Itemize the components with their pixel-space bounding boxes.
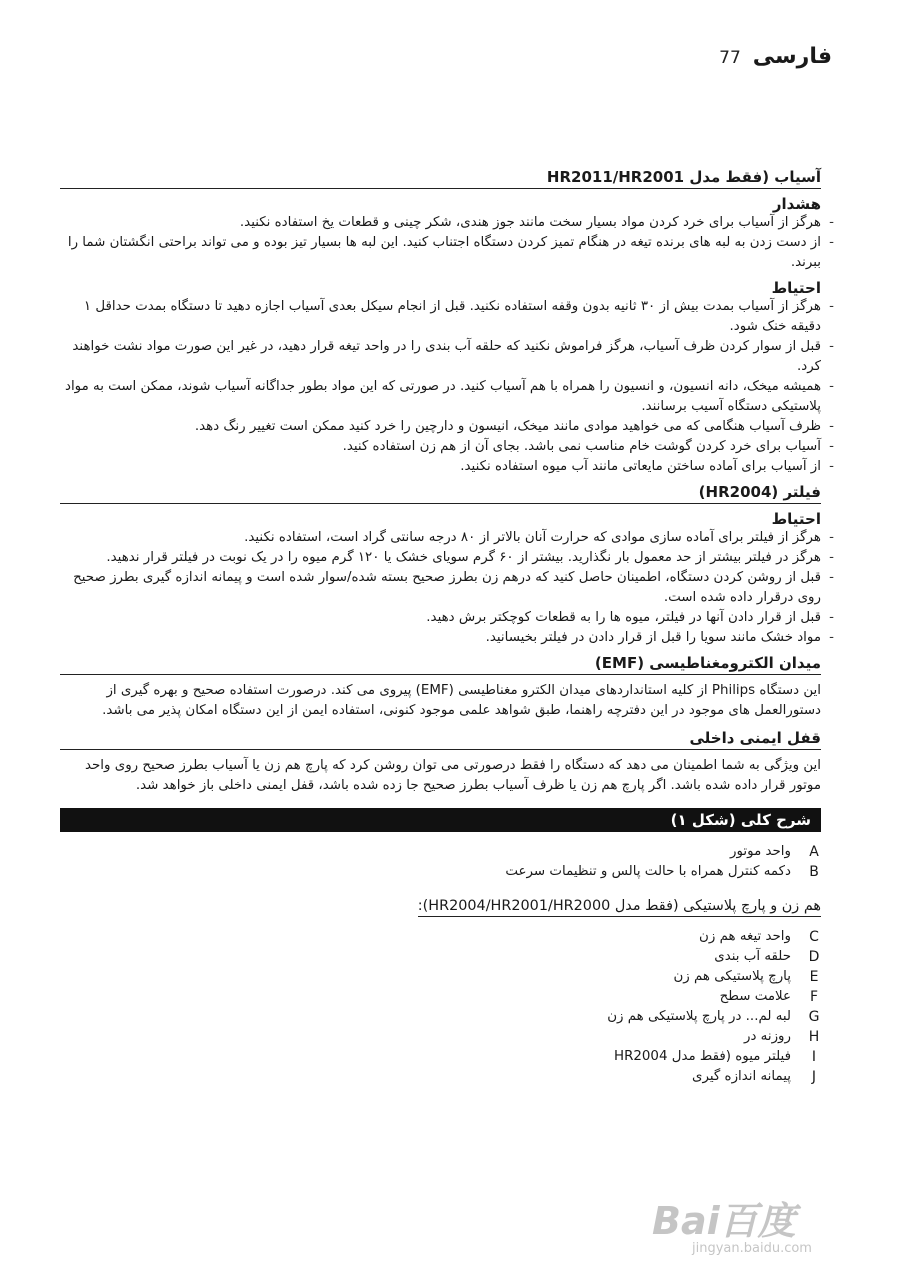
list-item: - آسیاب برای خرد کردن گوشت خام مناسب نمی باشد. بجای آن از هم زن استفاده کنید. [342,439,834,454]
list-item: C واحد تیغه هم زن [699,929,819,945]
list-item: - مواد خشک مانند سویا را قبل از قرار دادن در فیلتر بخیسانید. [485,630,834,645]
grinder-warning-list [60,213,834,273]
blender-jar-subheading: هم زن و پارچ پلاستیکی (فقط مدل HR2004/HR2001/HR2000): [418,898,821,917]
general-description-bar: شرح کلی (شکل ۱) [60,808,821,832]
page-header [719,44,832,69]
list-item: J پیمانه اندازه گیری [692,1069,817,1085]
blender-items-list [60,927,821,1087]
list-item: - قبل از قرار دادن آنها در فیلتر، میوه ها را به قطعات کوچکتر برش دهید. [426,610,834,625]
list-item: - ظرف آسیاب هنگامی که می خواهید موادی مانند میخک، انیسون و دارچین را خرد کنید ممکن است تغییر رنگ دهد. [194,419,834,434]
list-item: - هرگز از آسیاب بمدت بیش از ۳۰ ثانیه بدون وقفه استفاده نکنید. قبل از انجام سیکل بعدی آسیاب اجازه دهید تا دستگاه بمدت حداقل ۱ دقیقه خنک شود. [83,299,834,334]
safety-lock-text: این ویژگی به شما اطمینان می دهد که دستگاه را فقط درصورتی می توان روشن کرد که پارچ هم زن یا آسیاب بطرز صحیح روی واحد موتور قرار داده شده باشد. اگر پارچ هم زن یا ظرف آسیاب بطرز صحیح جا زده شده باشد، قفل ایمنی داخلی باز خواهد شد. [84,758,821,793]
list-item: A واحد موتور [730,844,819,860]
list-item: F علامت سطح [719,989,819,1005]
list-item: - همیشه میخک، دانه انسیون، و انسیون را همراه با هم آسیاب کنید. در صورتی که این مواد بطور جداگانه آسیاب شوند، ممکن است به مواد پلاستیکی دستگاه آسیب برسانند. [64,379,834,414]
watermark-url: jingyan.baidu.com [692,1241,812,1256]
grinder-caution-list [60,297,834,477]
list-item: - هرگز از فیلتر برای آماده سازی موادی که حرارت آنان بالاتر از ۸۰ درجه سانتی گراد است، استفاده نکنید. [244,530,834,545]
filter-caution-title: احتیاط [771,510,821,528]
list-item: H روزنه در [744,1029,820,1045]
grinder-section-title: آسیاب (فقط مدل HR2011/HR2001 [60,168,821,189]
watermark-logo-text: Bai百度 [652,1199,796,1243]
list-item: - از آسیاب برای آماده ساختن مایعاتی مانند آب میوه استفاده نکنید. [460,459,834,474]
safety-lock-section-title: قفل ایمنی داخلی [60,729,821,750]
list-item: - قبل از سوار کردن ظرف آسیاب، هرگز فراموش نکنید که حلقه آب بندی را در واحد تیغه قرار دهید، در غیر این صورت مواد نشت خواهند کرد. [72,339,834,374]
list-item: - هرگز در فیلتر بیشتر از حد معمول بار نگذارید. بیشتر از ۶۰ گرم سویای خشک یا ۱۲۰ گرم میوه را در یک نوبت در فیلتر قرار ندهید. [106,550,834,565]
filter-section-title: فیلتر (HR2004) [60,483,821,504]
list-item: B دکمه کنترل همراه با حالت پالس و تنظیمات سرعت [505,864,819,880]
page-content [60,168,834,1095]
emf-section-title: میدان الکترومغناطیسی (EMF) [60,654,821,675]
list-item: I فیلتر میوه (فقط مدل HR2004 [614,1049,817,1065]
list-item: - از دست زدن به لبه های برنده تیغه در هنگام تمیز کردن دستگاه اجتناب کنید. این لبه ها بسیار تیز بوده و می تواند براحتی انگشتان شما را ببرند. [67,235,834,270]
list-item: D حلقه آب بندی [714,949,820,965]
list-item: - قبل از روشن کردن دستگاه، اطمینان حاصل کنید که درهم زن بطرز صحیح بسته شده/سوار شده است و پیمانه اندازه گیری بطرز صحیح روی درقرار داده شده است. [73,570,834,605]
emf-text: این دستگاه Philips از کلیه استانداردهای میدان الکترو مغناطیسی (EMF) پیروی می کند. درصورت استفاده صحیح و بهره گیری از دستورالعمل های موجود در این دفترچه راهنما، طبق شواهد علمی موجود کنونی، استفاده ایمن از این دستگاه امکان پذیر می باشد. [102,683,821,718]
general-items-list [60,842,821,882]
page-language-title: فارسی [752,44,832,69]
filter-caution-list [60,528,834,648]
baidu-watermark [652,1190,892,1260]
grinder-warning-title: هشدار [772,195,821,213]
list-item: E پارچ پلاستیکی هم زن [673,969,819,985]
list-item: G لبه لم... در پارچ پلاستیکی هم زن [607,1009,820,1025]
list-item: - هرگز از آسیاب برای خرد کردن مواد بسیار سخت مانند جوز هندی، شکر چینی و قطعات یخ استفاده نکنید. [239,215,834,230]
grinder-caution-title: احتیاط [771,279,821,297]
page-number: 77 [719,48,741,68]
